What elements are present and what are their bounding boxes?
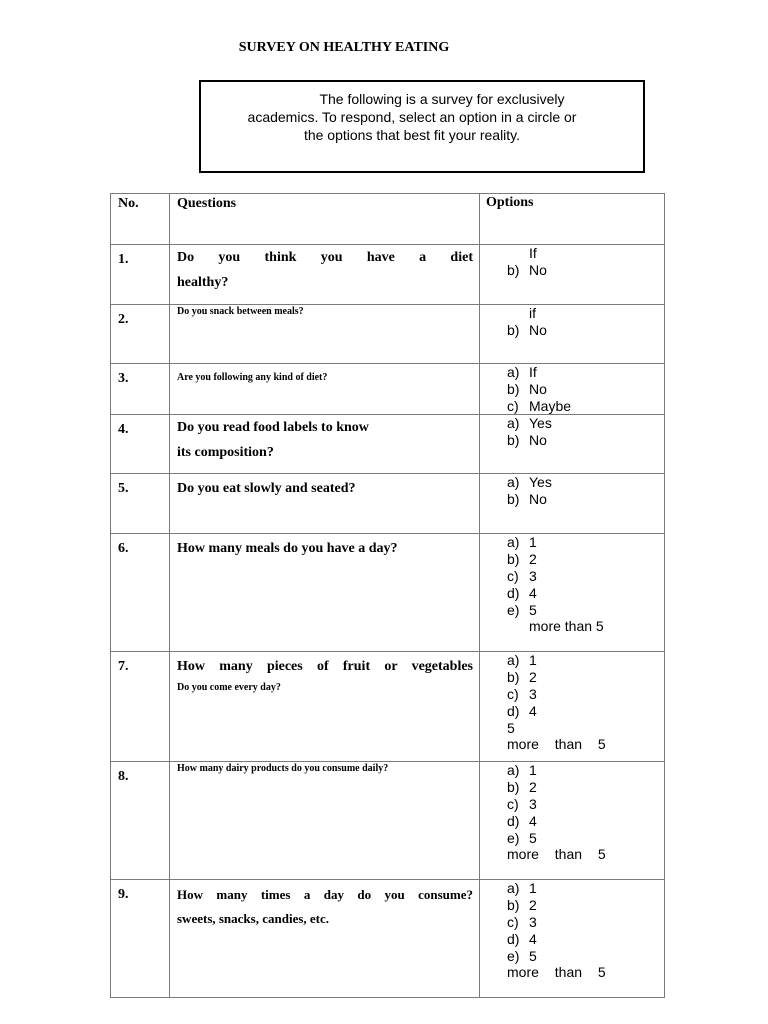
question-text: [170, 245, 480, 305]
options-cell: [480, 652, 665, 762]
intro-box: [199, 80, 645, 173]
option[interactable]: d) 4: [507, 702, 537, 719]
question-number: 4.: [111, 415, 170, 474]
option[interactable]: more than 5: [507, 964, 606, 981]
table-row: [111, 474, 665, 534]
option[interactable]: b) No: [507, 261, 547, 278]
option[interactable]: d) 4: [507, 930, 537, 947]
intro-line-1: The following is a survey for exclusively: [319, 91, 565, 107]
option[interactable]: If: [529, 245, 537, 261]
table-row: [111, 880, 665, 998]
question-line-2: Do you come every day?: [177, 682, 281, 694]
page-title: SURVEY ON HEALTHY EATING: [238, 40, 450, 55]
header-questions: Questions: [170, 194, 480, 245]
option[interactable]: more than 5: [507, 736, 606, 753]
question-number: 1.: [111, 245, 170, 305]
question-line-1: Do you think you have a diet: [177, 250, 473, 265]
question-line-2: its composition?: [177, 445, 274, 461]
question-text: [170, 652, 480, 762]
option[interactable]: b) 2: [507, 779, 537, 796]
question-text: [170, 474, 480, 534]
table-row: [111, 762, 665, 880]
option[interactable]: b) 2: [507, 897, 537, 914]
option[interactable]: 5: [507, 719, 515, 736]
option[interactable]: b) No: [507, 380, 547, 397]
question-line-2: healthy?: [177, 275, 229, 290]
options-cell: [480, 534, 665, 652]
option[interactable]: c) 3: [507, 685, 537, 702]
option[interactable]: if: [529, 305, 536, 321]
option[interactable]: c) 3: [507, 795, 537, 812]
question-number: 7.: [111, 652, 170, 762]
intro-line-2: academics. To respond, select an option in a circle or: [247, 109, 577, 125]
question-line-1: How many times a day do you consume?: [177, 887, 473, 903]
options-cell: [480, 305, 665, 364]
option[interactable]: c) 3: [507, 913, 537, 930]
question-line-1: How many dairy products do you consume daily?: [177, 763, 389, 775]
question-number: 8.: [111, 762, 170, 880]
table-row: [111, 534, 665, 652]
option[interactable]: e) 5: [507, 601, 537, 618]
survey-table: [110, 193, 665, 998]
option[interactable]: b) No: [507, 491, 547, 508]
option[interactable]: a) 1: [507, 652, 537, 669]
table-row: [111, 415, 665, 474]
header-options: Options: [480, 194, 665, 245]
question-number: 2.: [111, 305, 170, 364]
question-text: [170, 534, 480, 652]
question-line-1: Do you snack between meals?: [177, 306, 304, 317]
option[interactable]: more than 5: [529, 618, 604, 635]
intro-line-3: the options that best fit your reality.: [303, 127, 521, 143]
question-line-2: sweets, snacks, candies, etc.: [177, 911, 330, 927]
option[interactable]: d) 4: [507, 812, 537, 829]
question-text: [170, 880, 480, 998]
question-number: 6.: [111, 534, 170, 652]
question-text: [170, 762, 480, 880]
option[interactable]: a) 1: [507, 534, 537, 551]
option[interactable]: a) 1: [507, 880, 537, 897]
options-cell: [480, 364, 665, 415]
question-text: [170, 305, 480, 364]
option[interactable]: c) 3: [507, 567, 537, 584]
option[interactable]: more than 5: [507, 846, 606, 863]
question-line-1: Are you following any kind of diet?: [177, 372, 328, 383]
options-cell: [480, 762, 665, 880]
question-text: [170, 415, 480, 474]
option[interactable]: a) Yes: [507, 474, 552, 491]
question-line-1: How many pieces of fruit or vegetables: [177, 659, 473, 675]
option[interactable]: b) 2: [507, 551, 537, 568]
option[interactable]: a) If: [507, 364, 537, 380]
table-header-row: [111, 194, 665, 245]
table-row: [111, 305, 665, 364]
option[interactable]: e) 5: [507, 829, 537, 846]
option[interactable]: d) 4: [507, 584, 537, 601]
option[interactable]: e) 5: [507, 947, 537, 964]
question-text: [170, 364, 480, 415]
option[interactable]: b) No: [507, 432, 547, 449]
option[interactable]: a) Yes: [507, 415, 552, 432]
question-number: 5.: [111, 474, 170, 534]
option[interactable]: a) 1: [507, 762, 537, 779]
question-line-1: Do you read food labels to know: [177, 420, 369, 436]
header-no: No.: [111, 194, 170, 245]
table-row: [111, 245, 665, 305]
question-line-1: How many meals do you have a day?: [177, 541, 398, 557]
option[interactable]: b) 2: [507, 669, 537, 686]
question-line-1: Do you eat slowly and seated?: [177, 481, 356, 497]
question-number: 9.: [111, 880, 170, 998]
table-row: [111, 652, 665, 762]
option[interactable]: c) Maybe: [507, 397, 572, 414]
options-cell: [480, 880, 665, 998]
options-cell: [480, 474, 665, 534]
options-cell: [480, 245, 665, 305]
option[interactable]: b) No: [507, 321, 547, 338]
question-number: 3.: [111, 364, 170, 415]
table-row: [111, 364, 665, 415]
options-cell: [480, 415, 665, 474]
